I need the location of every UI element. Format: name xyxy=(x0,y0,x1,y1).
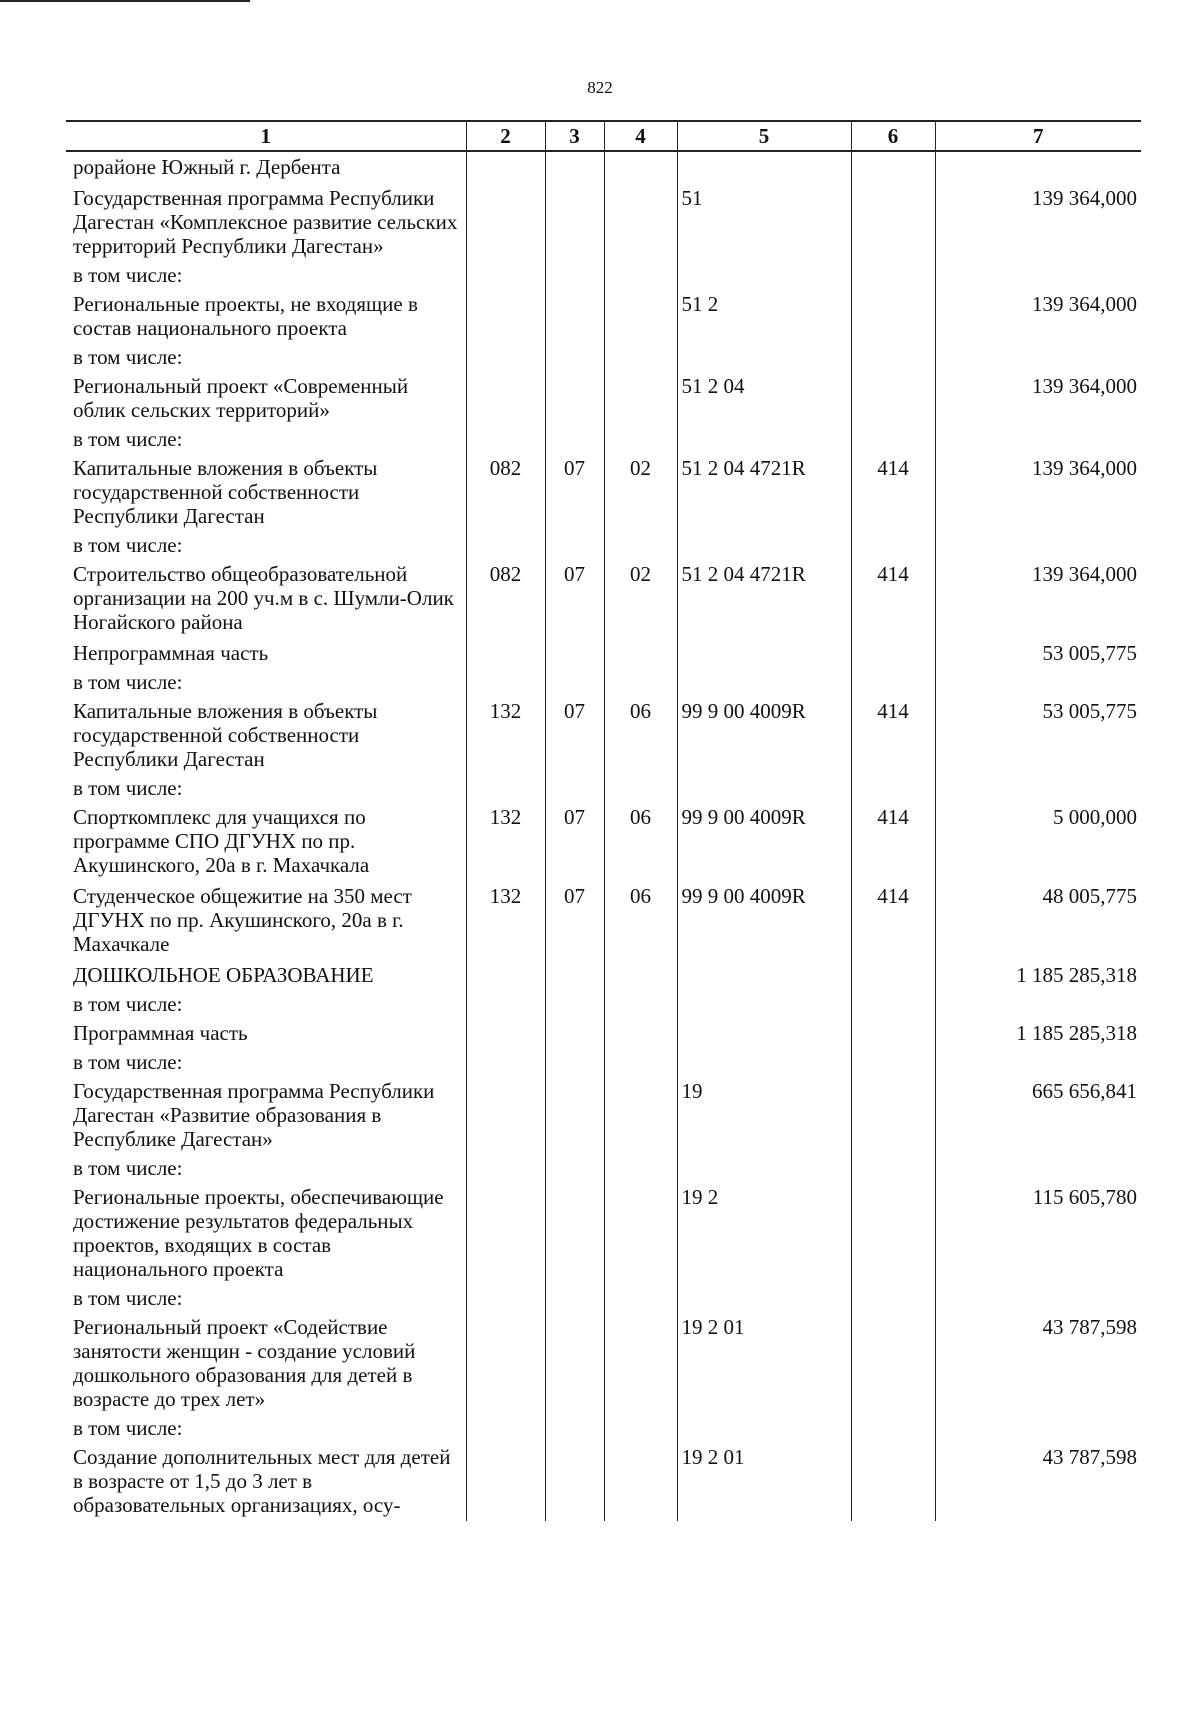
row-expense-type: 414 xyxy=(851,881,935,960)
row-amount: 139 364,000 xyxy=(935,371,1141,426)
table-row xyxy=(66,1182,1141,1285)
row-section xyxy=(545,151,604,183)
table-row xyxy=(66,151,1141,183)
row-ministry xyxy=(466,183,545,262)
row-expense-type xyxy=(851,991,935,1018)
row-amount xyxy=(935,775,1141,802)
row-label: в том числе: xyxy=(73,427,183,451)
row-expense-type xyxy=(851,289,935,344)
row-amount: 53 005,775 xyxy=(935,696,1141,775)
row-section xyxy=(545,289,604,344)
table-row xyxy=(66,426,1141,453)
row-subsection xyxy=(604,344,677,371)
table-row xyxy=(66,1076,1141,1155)
row-ministry xyxy=(466,532,545,559)
row-expense-type xyxy=(851,344,935,371)
row-subsection xyxy=(604,669,677,696)
row-ministry xyxy=(466,344,545,371)
row-ministry xyxy=(466,1155,545,1182)
row-expense-type xyxy=(851,1049,935,1076)
row-section xyxy=(545,262,604,289)
row-ministry xyxy=(466,1415,545,1442)
col-header-7: 7 xyxy=(935,121,1141,151)
row-ministry xyxy=(466,638,545,669)
row-section xyxy=(545,1182,604,1285)
row-section xyxy=(545,1285,604,1312)
row-expense-type xyxy=(851,371,935,426)
row-subsection xyxy=(604,1312,677,1415)
row-section xyxy=(545,344,604,371)
row-section xyxy=(545,532,604,559)
row-expense-type xyxy=(851,669,935,696)
row-section: 07 xyxy=(545,453,604,532)
row-amount: 139 364,000 xyxy=(935,289,1141,344)
row-ministry xyxy=(466,1442,545,1521)
row-amount: 43 787,598 xyxy=(935,1442,1141,1521)
row-ministry xyxy=(466,262,545,289)
row-subsection xyxy=(604,638,677,669)
row-label: рорайоне Южный г. Дербента xyxy=(73,155,341,179)
table-row xyxy=(66,453,1141,532)
row-expense-type xyxy=(851,1018,935,1049)
row-ministry xyxy=(466,1018,545,1049)
row-label: Студенческое общежитие на 350 мест ДГУНХ по пр. Акушинского, 20а в г. Махачкале xyxy=(73,884,412,956)
row-subsection xyxy=(604,1415,677,1442)
row-amount: 43 787,598 xyxy=(935,1312,1141,1415)
row-target-code: 99 9 00 4009R xyxy=(677,881,851,960)
row-amount: 53 005,775 xyxy=(935,638,1141,669)
row-ministry xyxy=(466,775,545,802)
row-section xyxy=(545,669,604,696)
row-target-code: 51 2 04 4721R xyxy=(677,453,851,532)
top-rule xyxy=(0,0,250,2)
table-row xyxy=(66,1285,1141,1312)
row-subsection xyxy=(604,289,677,344)
row-ministry xyxy=(466,1049,545,1076)
row-subsection xyxy=(604,1018,677,1049)
row-subsection xyxy=(604,991,677,1018)
row-target-code: 51 xyxy=(677,183,851,262)
row-subsection xyxy=(604,151,677,183)
row-section: 07 xyxy=(545,696,604,775)
row-label: в том числе: xyxy=(73,1416,183,1440)
row-subsection xyxy=(604,775,677,802)
row-section xyxy=(545,1076,604,1155)
row-target-code: 19 2 xyxy=(677,1182,851,1285)
row-label: Государственная программа Республики Дагестан «Развитие образования в Республике Дагестан» xyxy=(73,1079,435,1151)
row-ministry xyxy=(466,960,545,991)
row-subsection xyxy=(604,1442,677,1521)
row-section xyxy=(545,426,604,453)
page-number: 822 xyxy=(587,78,613,97)
row-expense-type xyxy=(851,151,935,183)
col-header-2: 2 xyxy=(466,121,545,151)
row-subsection xyxy=(604,262,677,289)
row-section xyxy=(545,183,604,262)
row-expense-type xyxy=(851,638,935,669)
row-ministry: 082 xyxy=(466,559,545,638)
table-row xyxy=(66,1442,1141,1521)
col-header-3: 3 xyxy=(545,121,604,151)
row-amount xyxy=(935,991,1141,1018)
row-target-code xyxy=(677,151,851,183)
row-amount: 48 005,775 xyxy=(935,881,1141,960)
row-section xyxy=(545,1049,604,1076)
row-label: в том числе: xyxy=(73,533,183,557)
row-label: в том числе: xyxy=(73,345,183,369)
row-target-code xyxy=(677,960,851,991)
row-label: Региональные проекты, обеспечивающие достижение результатов федеральных проектов, входящих в состав национального проекта xyxy=(73,1185,444,1281)
row-amount xyxy=(935,151,1141,183)
row-amount: 1 185 285,318 xyxy=(935,1018,1141,1049)
row-label: Программная часть xyxy=(73,1021,248,1045)
row-target-code: 99 9 00 4009R xyxy=(677,802,851,881)
row-target-code xyxy=(677,344,851,371)
row-target-code xyxy=(677,991,851,1018)
row-label: Капитальные вложения в объекты государственной собственности Республики Дагестан xyxy=(73,456,378,528)
row-subsection xyxy=(604,426,677,453)
row-target-code: 51 2 04 xyxy=(677,371,851,426)
table-row xyxy=(66,183,1141,262)
row-section: 07 xyxy=(545,802,604,881)
row-section xyxy=(545,1312,604,1415)
row-label: в том числе: xyxy=(73,1286,183,1310)
row-subsection xyxy=(604,371,677,426)
row-expense-type xyxy=(851,1182,935,1285)
row-target-code: 99 9 00 4009R xyxy=(677,696,851,775)
row-label: в том числе: xyxy=(73,670,183,694)
row-amount xyxy=(935,1415,1141,1442)
row-subsection: 06 xyxy=(604,881,677,960)
table-row xyxy=(66,802,1141,881)
row-section xyxy=(545,371,604,426)
table-row xyxy=(66,1415,1141,1442)
table-row xyxy=(66,1312,1141,1415)
row-subsection xyxy=(604,1049,677,1076)
row-ministry xyxy=(466,1076,545,1155)
row-ministry xyxy=(466,991,545,1018)
row-label: в том числе: xyxy=(73,1156,183,1180)
row-expense-type: 414 xyxy=(851,802,935,881)
table-row xyxy=(66,371,1141,426)
row-label: в том числе: xyxy=(73,776,183,800)
row-expense-type: 414 xyxy=(851,559,935,638)
row-subsection xyxy=(604,1285,677,1312)
row-ministry: 082 xyxy=(466,453,545,532)
row-subsection xyxy=(604,1155,677,1182)
row-amount: 1 185 285,318 xyxy=(935,960,1141,991)
table-row xyxy=(66,960,1141,991)
row-subsection xyxy=(604,960,677,991)
table-row xyxy=(66,532,1141,559)
row-section: 07 xyxy=(545,559,604,638)
row-section xyxy=(545,1018,604,1049)
row-section xyxy=(545,960,604,991)
row-ministry xyxy=(466,1182,545,1285)
row-ministry xyxy=(466,426,545,453)
row-label: Региональные проекты, не входящие в состав национального проекта xyxy=(73,292,418,340)
row-target-code: 19 2 01 xyxy=(677,1312,851,1415)
row-subsection: 02 xyxy=(604,559,677,638)
row-label: Непрограммная часть xyxy=(73,641,269,665)
row-expense-type xyxy=(851,1285,935,1312)
row-ministry xyxy=(466,371,545,426)
row-amount xyxy=(935,669,1141,696)
col-header-1: 1 xyxy=(66,121,466,151)
table-row xyxy=(66,1049,1141,1076)
table-row xyxy=(66,344,1141,371)
row-expense-type xyxy=(851,1155,935,1182)
row-target-code xyxy=(677,1285,851,1312)
row-label: Государственная программа Республики Дагестан «Комплексное развитие сельских территорий Республики Дагестан» xyxy=(73,186,458,258)
row-label: Строительство общеобразовательной организации на 200 уч.м в с. Шумли-Олик Ногайского района xyxy=(73,562,454,634)
row-target-code: 19 2 01 xyxy=(677,1442,851,1521)
row-amount: 139 364,000 xyxy=(935,559,1141,638)
row-label: в том числе: xyxy=(73,992,183,1016)
row-section: 07 xyxy=(545,881,604,960)
row-target-code: 51 2 xyxy=(677,289,851,344)
row-amount xyxy=(935,262,1141,289)
row-target-code xyxy=(677,669,851,696)
row-target-code xyxy=(677,775,851,802)
row-expense-type: 414 xyxy=(851,453,935,532)
row-target-code xyxy=(677,638,851,669)
col-header-4: 4 xyxy=(604,121,677,151)
row-expense-type xyxy=(851,426,935,453)
row-ministry xyxy=(466,1312,545,1415)
table-row xyxy=(66,669,1141,696)
row-subsection: 06 xyxy=(604,802,677,881)
row-target-code xyxy=(677,1018,851,1049)
row-label: Спорткомплекс для учащихся по программе СПО ДГУНХ по пр. Акушинского, 20а в г. Махачкала xyxy=(73,805,370,877)
row-expense-type xyxy=(851,183,935,262)
row-amount xyxy=(935,532,1141,559)
col-header-6: 6 xyxy=(851,121,935,151)
table-row xyxy=(66,289,1141,344)
row-ministry xyxy=(466,289,545,344)
row-expense-type xyxy=(851,775,935,802)
row-section xyxy=(545,1442,604,1521)
row-target-code xyxy=(677,1155,851,1182)
row-label: в том числе: xyxy=(73,1050,183,1074)
row-expense-type xyxy=(851,532,935,559)
table-row xyxy=(66,991,1141,1018)
row-expense-type xyxy=(851,1076,935,1155)
row-ministry xyxy=(466,669,545,696)
row-target-code xyxy=(677,262,851,289)
table-row xyxy=(66,881,1141,960)
row-section xyxy=(545,1415,604,1442)
row-section xyxy=(545,1155,604,1182)
row-subsection: 02 xyxy=(604,453,677,532)
table-row xyxy=(66,559,1141,638)
row-expense-type xyxy=(851,1442,935,1521)
row-expense-type xyxy=(851,262,935,289)
row-expense-type xyxy=(851,960,935,991)
row-ministry: 132 xyxy=(466,802,545,881)
row-target-code: 51 2 04 4721R xyxy=(677,559,851,638)
row-subsection xyxy=(604,1182,677,1285)
row-ministry xyxy=(466,1285,545,1312)
row-label: Создание дополнительных мест для детей в возрасте от 1,5 до 3 лет в образовательных организациях, осу- xyxy=(73,1445,451,1517)
row-label: в том числе: xyxy=(73,263,183,287)
table-row xyxy=(66,638,1141,669)
row-amount: 115 605,780 xyxy=(935,1182,1141,1285)
row-ministry: 132 xyxy=(466,696,545,775)
row-section xyxy=(545,638,604,669)
row-amount xyxy=(935,426,1141,453)
row-expense-type xyxy=(851,1415,935,1442)
row-target-code xyxy=(677,426,851,453)
row-amount: 139 364,000 xyxy=(935,183,1141,262)
table-row xyxy=(66,696,1141,775)
budget-table xyxy=(66,120,1141,1521)
row-label: Региональный проект «Современный облик сельских территорий» xyxy=(73,374,409,422)
table-row xyxy=(66,1155,1141,1182)
row-ministry xyxy=(466,151,545,183)
col-header-5: 5 xyxy=(677,121,851,151)
row-section xyxy=(545,775,604,802)
row-section xyxy=(545,991,604,1018)
row-label: ДОШКОЛЬНОЕ ОБРАЗОВАНИЕ xyxy=(73,963,374,987)
row-amount xyxy=(935,1049,1141,1076)
header-row xyxy=(66,121,1141,151)
row-amount xyxy=(935,344,1141,371)
row-expense-type: 414 xyxy=(851,696,935,775)
row-label: Капитальные вложения в объекты государственной собственности Республики Дагестан xyxy=(73,699,378,771)
row-subsection xyxy=(604,532,677,559)
row-target-code xyxy=(677,1415,851,1442)
row-expense-type xyxy=(851,1312,935,1415)
row-target-code: 19 xyxy=(677,1076,851,1155)
table-row xyxy=(66,262,1141,289)
row-amount: 5 000,000 xyxy=(935,802,1141,881)
row-amount: 665 656,841 xyxy=(935,1076,1141,1155)
row-amount: 139 364,000 xyxy=(935,453,1141,532)
table-row xyxy=(66,775,1141,802)
row-subsection xyxy=(604,1076,677,1155)
row-label: Региональный проект «Содействие занятости женщин - создание условий дошкольного образования для детей в возрасте до трех лет» xyxy=(73,1315,416,1411)
row-subsection: 06 xyxy=(604,696,677,775)
row-amount xyxy=(935,1285,1141,1312)
row-ministry: 132 xyxy=(466,881,545,960)
row-amount xyxy=(935,1155,1141,1182)
table-body xyxy=(66,151,1141,1521)
row-target-code xyxy=(677,532,851,559)
row-target-code xyxy=(677,1049,851,1076)
table-row xyxy=(66,1018,1141,1049)
row-subsection xyxy=(604,183,677,262)
